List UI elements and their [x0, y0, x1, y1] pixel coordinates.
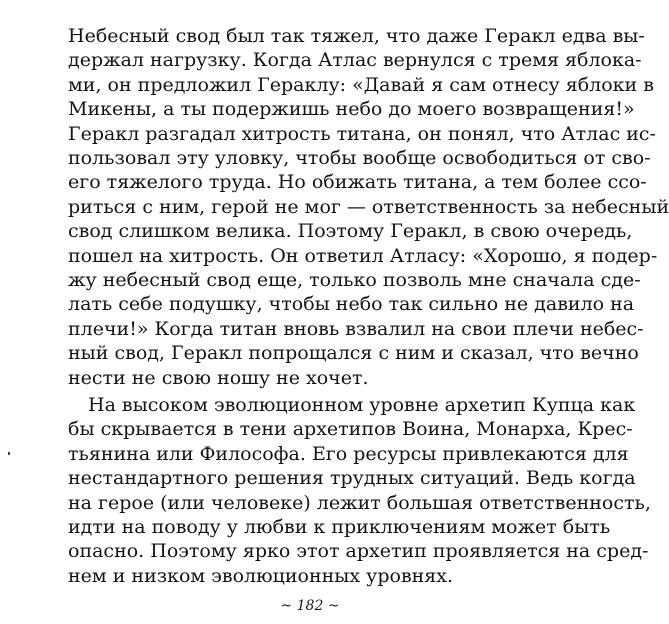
text-line: пользовал эту уловку, чтобы вообще освободиться от сво-	[68, 147, 651, 169]
text-line: тьянина или Философа. Его ресурсы привлекаются для	[68, 442, 629, 465]
text-line: нести не свою ношу не хочет.	[68, 366, 369, 389]
text-line: Небесный свод был так тяжел, что даже Геракл едва вы-	[68, 25, 645, 47]
scan-speck	[8, 452, 10, 455]
text-line: на герое (или человеке) лежит большая ответственность,	[68, 491, 651, 514]
text-line: риться с ним, герой не мог — ответственность за небесный	[68, 195, 669, 218]
page-number: ~ 182 ~	[280, 598, 340, 614]
text-line: Геракл разгадал хитрость титана, он понял, что Атлас ис-	[68, 122, 656, 145]
text-line: опасно. Поэтому ярко этот архетип проявляется на сред-	[68, 540, 649, 563]
text-line: держал нагрузку. Когда Атлас вернулся с тремя яблока-	[68, 49, 642, 72]
text-line: нестандартного решения трудных ситуаций. Ведь когда	[68, 467, 636, 490]
text-line: идти на поводу у любви к приключениям может быть	[68, 516, 611, 538]
text-line: свод слишком велика. Поэтому Геракл, в свою очередь,	[68, 220, 633, 243]
text-line: его тяжелого труда. Но обижать титана, а тем более ссо-	[68, 171, 647, 194]
text-line: жу небесный свод еще, только позволь мне сначала сде-	[68, 269, 641, 291]
text-line: Микены, а ты подержишь небо до моего возвращения!»	[68, 98, 635, 121]
text-line: нем и низком эволюционных уровнях.	[68, 564, 454, 587]
text-line: бы скрывается в тени архетипов Воина, Монарха, Крес-	[68, 418, 633, 441]
text-line: лать себе подушку, чтобы небо так сильно не давило на	[68, 293, 635, 316]
text-line: пошел на хитрость. Он ответил Атласу: «Хорошо, я подер-	[68, 244, 658, 267]
text-line: ный свод, Геракл попрощался с ним и сказал, что вечно	[68, 342, 639, 365]
text-line: На высоком эволюционном уровне архетип Купца как	[88, 394, 636, 416]
text-line: ми, он предложил Гераклу: «Давай я сам отнесу яблоки в	[68, 73, 654, 96]
text-line: плечи!» Когда титан вновь взвалил на свои плечи небес-	[68, 317, 644, 340]
